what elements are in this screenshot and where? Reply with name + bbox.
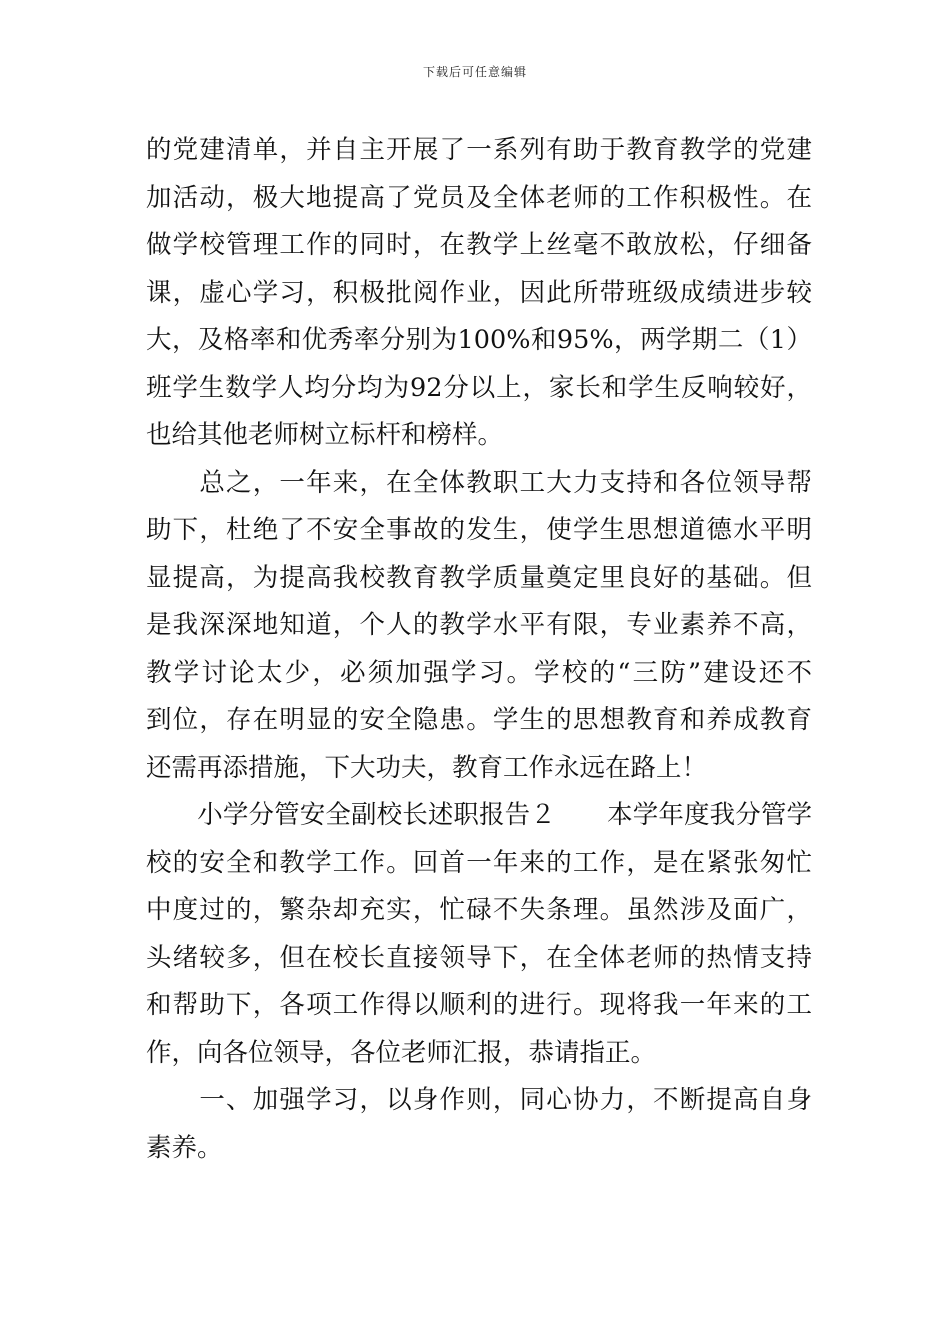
text-line: 班学生数学人均分均为92分以上，家长和学生反响较好， [146,372,812,403]
text-line: 中度过的，繁杂却充实，忙碌不失条理。虽然涉及面广， [146,895,812,925]
text-line: 助下，杜绝了不安全事故的发生，使学生思想道德水平明 [146,515,812,545]
text-line: 的党建清单，并自主开展了一系列有助于教育教学的党建 [146,135,812,165]
paragraph-3 [146,792,812,1077]
text-line: 作，向各位领导，各位老师汇报，恭请指正。 [146,1037,657,1068]
text-line: 教学讨论太少，必须加强学习。学校的“三防”建设还不 [146,657,812,688]
text-line: 也给其他老师树立标杆和榜样。 [146,420,504,450]
paragraph-1 [146,127,812,460]
text-line: 显提高，为提高我校教育教学质量奠定里良好的基础。但 [146,562,812,593]
text-line: 总之，一年来，在全体教职工大力支持和各位领导帮 [146,467,812,498]
text-line: 一、加强学习，以身作则，同心协力，不断提高自身 [146,1085,812,1115]
text-line: 到位，存在明显的安全隐患。学生的思想教育和养成教育 [146,705,812,735]
paragraph-2 [146,460,812,793]
text-line: 头绪较多，但在校长直接领导下，在全体老师的热情支持 [146,942,812,973]
page-header-note: 下载后可任意编辑 [422,65,527,79]
text-line: 还需再添措施，下大功夫，教育工作永远在路上！ [146,752,708,783]
text-line: 和帮助下，各项工作得以顺利的进行。现将我一年来的工 [146,990,812,1020]
text-line: 大，及格率和优秀率分别为100%和95%，两学期二（1） [146,325,812,355]
text-line: 校的安全和教学工作。回首一年来的工作，是在紧张匆忙 [146,847,812,878]
text-line: 课，虚心学习，积极批阅作业，因此所带班级成绩进步较 [146,277,812,308]
text-line: 是我深深地知道，个人的教学水平有限，专业素养不高， [146,610,812,640]
text-line: 小学分管安全副校长述职报告２ 本学年度我分管学 [146,800,812,830]
paragraph-4 [146,1077,812,1172]
text-line: 加活动，极大地提高了党员及全体老师的工作积极性。在 [146,182,812,213]
text-line: 做学校管理工作的同时，在教学上丝毫不敢放松，仔细备 [146,230,812,260]
document-body [146,127,812,1172]
text-line: 素养。 [146,1132,223,1163]
